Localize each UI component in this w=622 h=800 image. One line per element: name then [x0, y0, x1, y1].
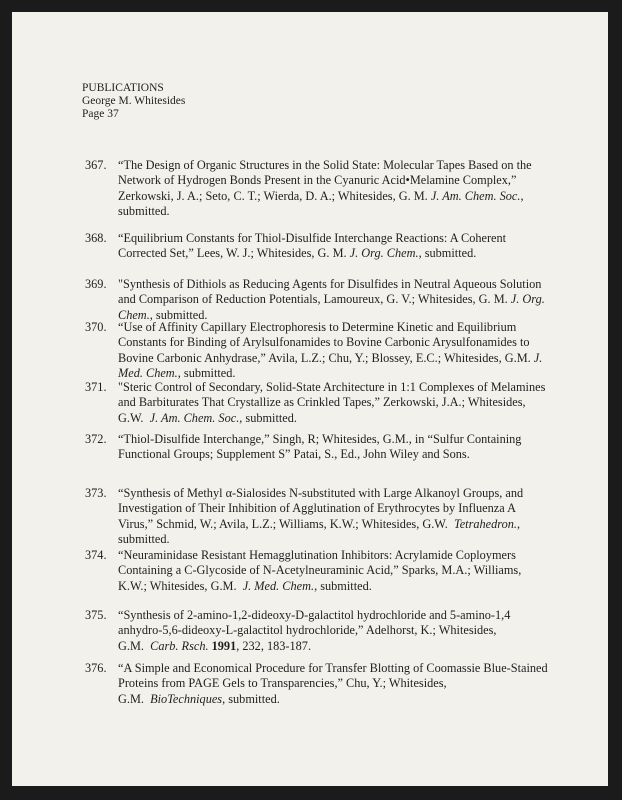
entry-tail: , submitted. [314, 578, 372, 593]
entry-citation: “Use of Affinity Capillary Electrophoresis to Determine Kinetic and Equilibrium Constants for Binding of Arylsulfonamides to Bovine Carbonic Arysulfonamides to Bovine Carbonic Anhydrase,” Avila, L.Z.; Chu, Y.; Blossey, E.C.; Whitesides, G.M. [118, 320, 531, 365]
entry-number: 370. [85, 320, 107, 334]
entry-citation: “Synthesis of 2-amino-1,2-dideoxy-D-galactitol hydrochloride and 5-amino-1,4 anhydro-5,6-dideoxy-L-galactitol hydrochloride,” Adelhorst, K.; Whitesides, G.M. [118, 608, 511, 653]
entry-text [118, 380, 550, 426]
entry-tail: , submitted. [239, 410, 297, 425]
entry-journal: J. Am. Chem. Soc. [430, 188, 521, 203]
entry-number: 369. [85, 277, 107, 291]
entry-tail: , submitted. [149, 307, 208, 322]
entry-text [118, 548, 550, 594]
entry-journal: J. Am. Chem. Soc. [149, 410, 240, 425]
entry-tail: , submitted. [118, 188, 524, 218]
entry-tail: , submitted. [418, 246, 477, 261]
entry-number: 368. [85, 231, 107, 245]
page-header [82, 82, 185, 121]
entry-number: 371. [85, 380, 107, 394]
entry-number: 375. [85, 608, 107, 622]
entry-citation: "Steric Control of Secondary, Solid-State Architecture in 1:1 Complexes of Melamines and Barbiturates That Crystallize as Crinkled Tapes,” Zerkowski, J.A.; Whitesides, G.W. [118, 380, 546, 425]
entry-journal: BioTechniques, [150, 691, 226, 706]
entry-tail: , submitted. [177, 365, 236, 380]
header-author: George M. Whitesides [82, 95, 186, 107]
header-title: PUBLICATIONS [82, 82, 164, 94]
entry-number: 367. [85, 158, 107, 172]
entry-number: 373. [85, 486, 107, 500]
entry-year: 1991 [211, 638, 237, 653]
entry-citation: "Synthesis of Dithiols as Reducing Agents for Disulfides in Neutral Aqueous Solution and Comparison of Reduction Potentials, Lamoureux, G. V.; Whitesides, G. M. [118, 277, 542, 307]
entry-tail: submitted. [225, 691, 280, 706]
entry-journal: Carb. Rsch. [150, 638, 209, 653]
entry-tail: , submitted. [118, 516, 521, 546]
entry-number: 374. [85, 548, 107, 562]
entry-citation: “Neuraminidase Resistant Hemagglutination Inhibitors: Acrylamide Coploymers Containing a C-Glycoside of N-Acetylneuraminic Acid,” Sparks, M.A.; Williams, K.W.; Whitesides, G.M. [118, 548, 522, 593]
entry-text [118, 486, 550, 547]
entry-text [118, 158, 550, 219]
entry-text [118, 277, 550, 323]
entry-citation: “Equilibrium Constants for Thiol-Disulfide Interchange Reactions: A Coherent Corrected Set,” Lees, W. J.; Whitesides, G. M. [118, 231, 507, 261]
entry-journal: Tetrahedron. [454, 516, 517, 531]
entry-text [118, 231, 550, 262]
entry-tail: , 232, 183-187. [236, 638, 312, 653]
entry-number: 372. [85, 432, 107, 446]
header-page-number: Page 37 [82, 108, 119, 120]
entry-journal: J. Org. Chem. [349, 246, 419, 261]
entry-journal: J. Org. Chem. [118, 292, 545, 322]
entry-citation: “Synthesis of Methyl α-Sialosides N-substituted with Large Alkanoyl Groups, and Investigation of Their Inhibition of Agglutination of Erythrocytes by Influenza A Virus,” Schmid, W.; Avila, L.Z.; Williams, K.W.; Whitesides, G.W. [118, 486, 524, 531]
entry-number: 376. [85, 661, 107, 675]
entry-text [118, 320, 550, 381]
entry-citation: “A Simple and Economical Procedure for Transfer Blotting of Coomassie Blue-Stained Proteins from PAGE Gels to Transparencies,” Chu, Y.; Whitesides, G.M. [118, 661, 548, 706]
entry-journal: J. Med. Chem. [118, 350, 543, 380]
entry-text [118, 608, 550, 654]
entry-citation: “Thiol-Disulfide Interchange,” Singh, R; Whitesides, G.M., in “Sulfur Containing Functional Groups; Supplement S” Patai, S., Ed., John Wiley and Sons. [118, 432, 522, 462]
entry-citation: “The Design of Organic Structures in the Solid State: Molecular Tapes Based on the Network of Hydrogen Bonds Present in the Cyanuric Acid•Melamine Complex,” Zerkowski, J. A.; Seto, C. T.; Wierda, D. A.; Whitesides, G. M. [118, 158, 532, 203]
entry-text [118, 432, 550, 463]
entry-text [118, 661, 550, 707]
document-page [12, 12, 608, 786]
entry-journal: J. Med. Chem. [242, 578, 315, 593]
